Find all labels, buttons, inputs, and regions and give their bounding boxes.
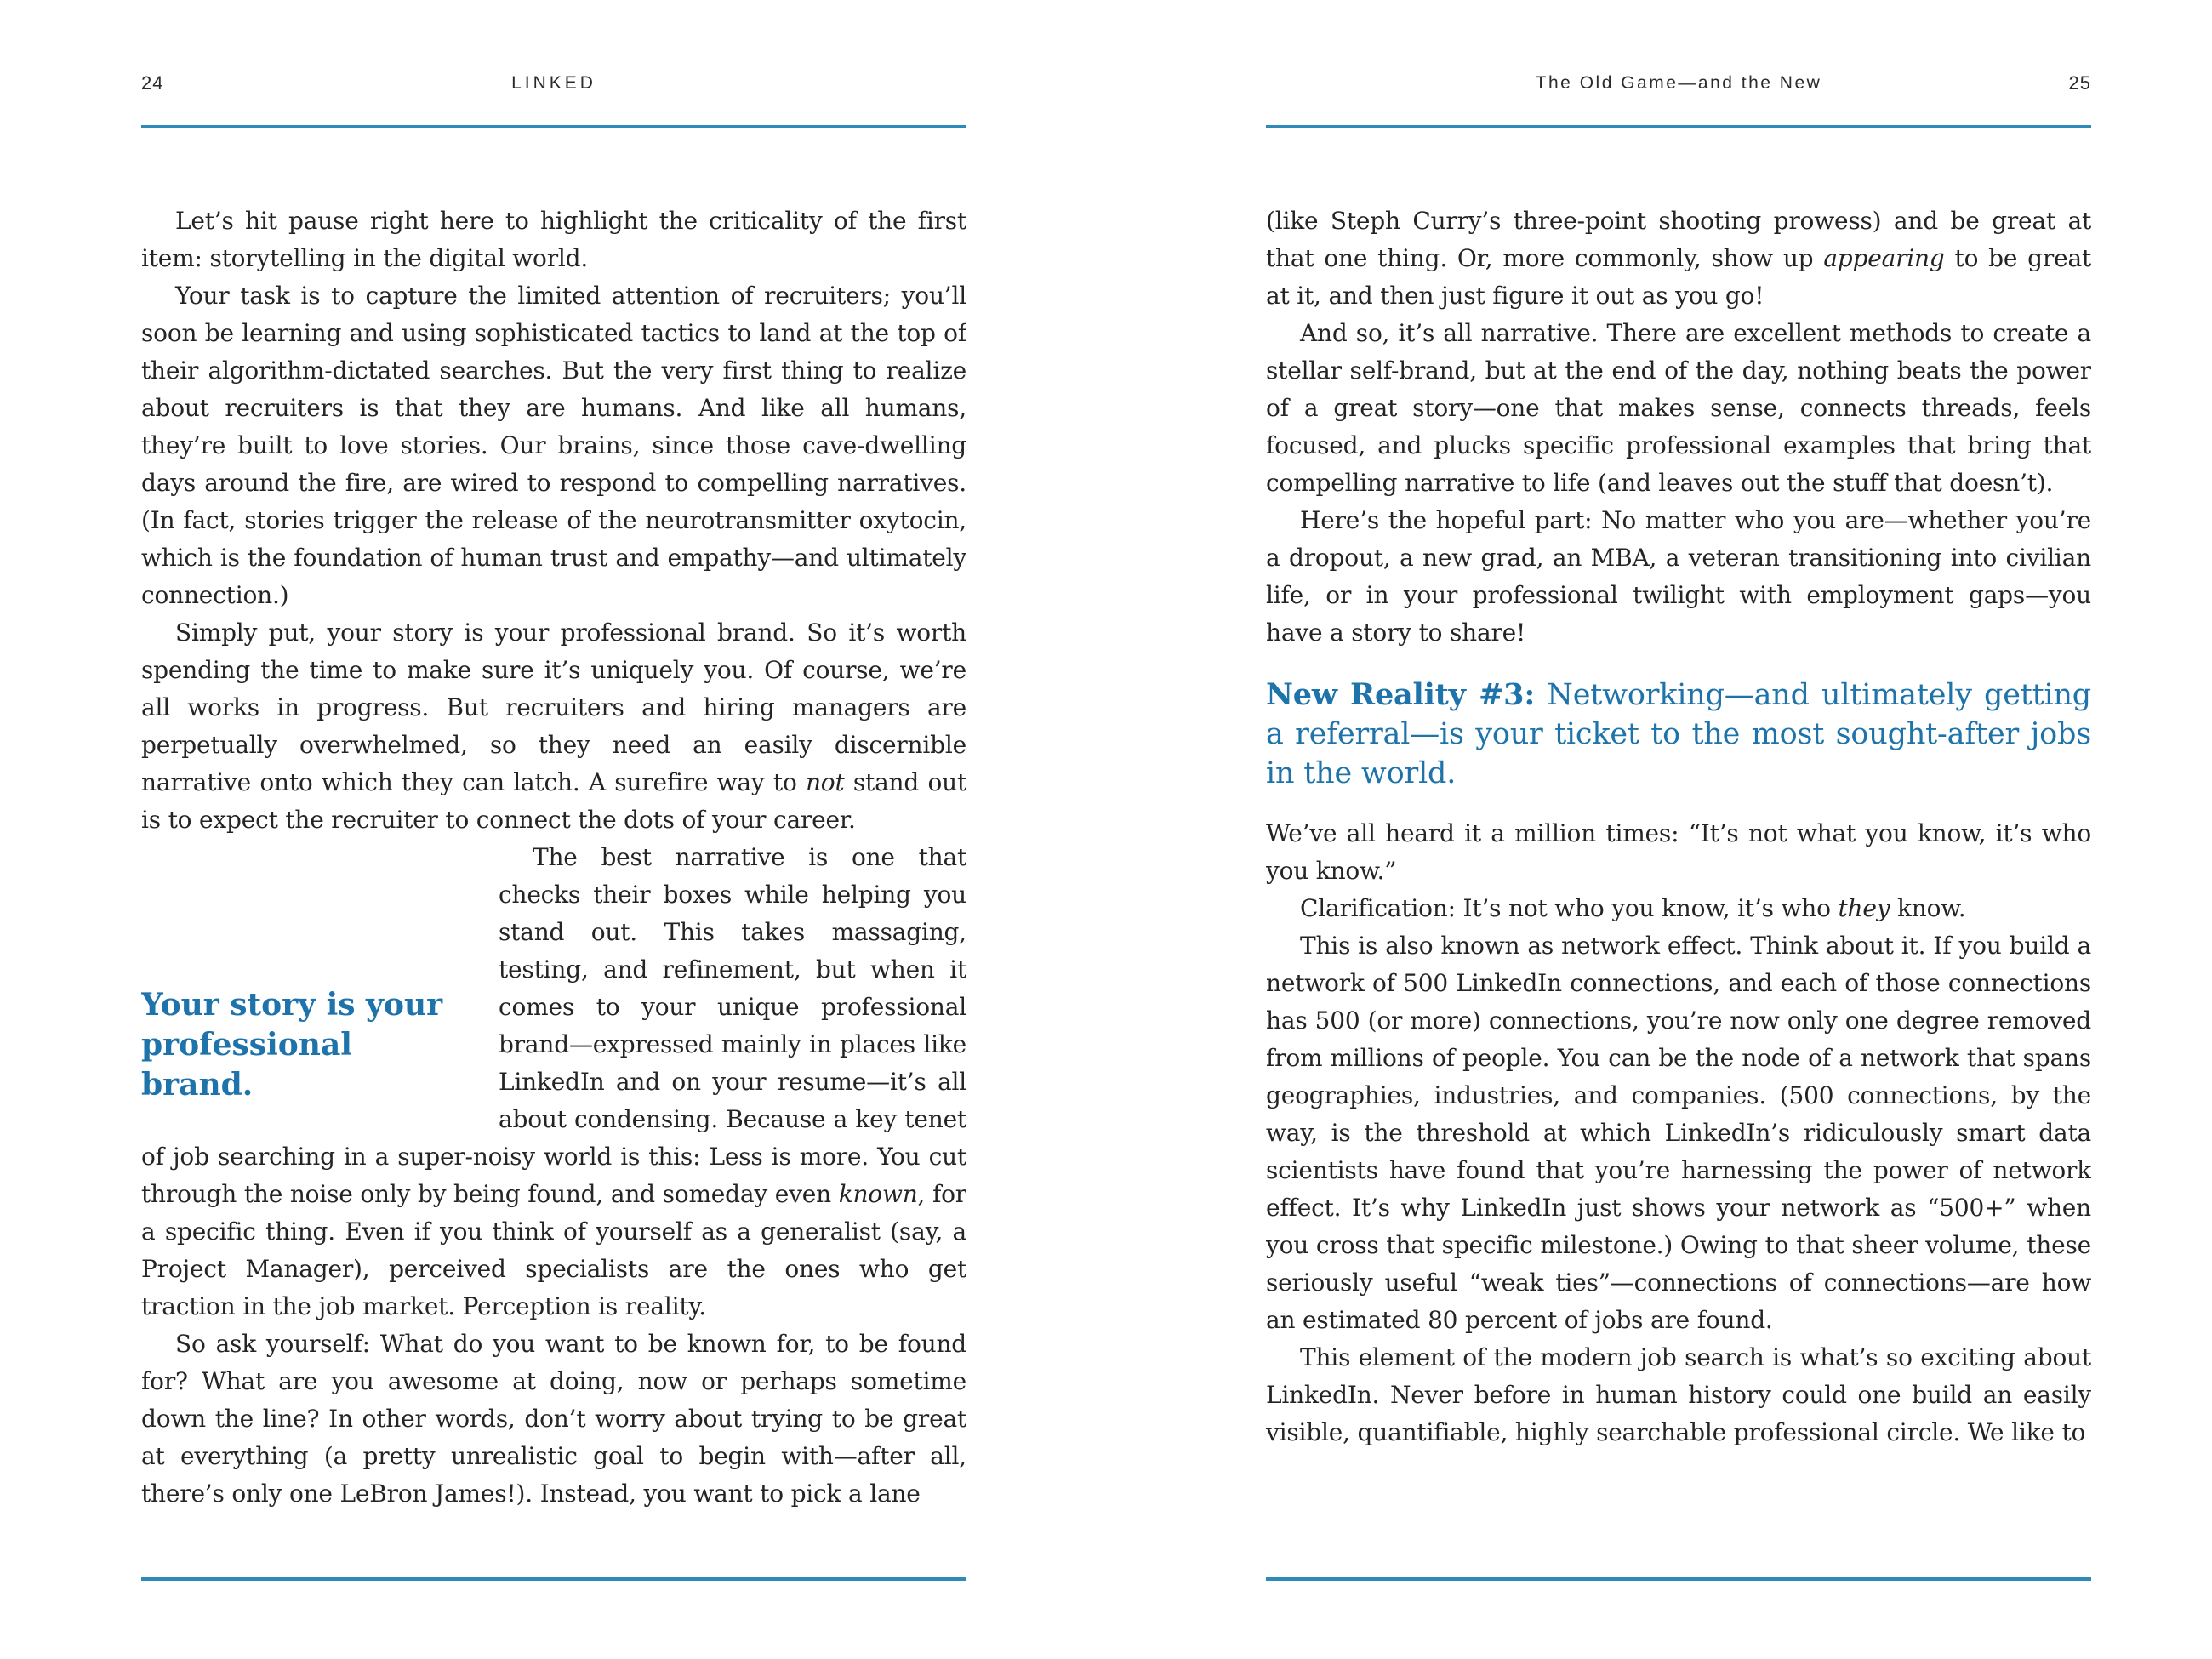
pull-quote-text: Your story is your professional brand.: [141, 986, 443, 1103]
section-heading-lead: New Reality #3:: [1266, 677, 1536, 712]
page-number-left: 24: [141, 72, 164, 94]
page-right: [1266, 0, 2091, 1659]
page-left: [141, 0, 966, 1659]
paragraph-text: The best narrative is one that checks their boxes while helping you stand out. This takes massaging, testing, and refinement, but when it comes to your unique professional brand—expressed mainly in places like LinkedIn and on your resume—it’s all about condensing. Because a key tenet of job searching in a super-noisy world is this: Less is more. You cut through the noise only by being found, and someday even known, for a specific thing. Even if you think of yourself as a generalist (say, a Project Manager), perceived specialists are the ones who get traction in the job market. Perception is reality.: [141, 843, 966, 1320]
running-head-left: LINKED: [511, 73, 596, 93]
paragraph: Clarification: It’s not who you know, it’s who they know.: [1300, 894, 1966, 922]
paragraph: And so, it’s all narrative. There are excellent methods to create a stellar self-brand, but at the end of the day, nothing beats the power of a great story—one that makes sense, connects threads, feels focused, and plucks specific professional examples that bring that compelling narrative to life (and leaves out the stuff that doesn’t).: [1266, 319, 2091, 497]
paragraph: (like Steph Curry’s three-point shooting prowess) and be great at that one thing. Or, more commonly, show up appearing to be great at it, and then just figure it out as you go!: [1266, 207, 2091, 310]
paragraph: We’ve all heard it a million times: “It’s not what you know, it’s who you know.”: [1266, 819, 2091, 885]
paragraph: This element of the modern job search is what’s so exciting about LinkedIn. Never before in human history could one build an easily visible, quantifiable, highly searchable professional circle. We like to: [1266, 1343, 2091, 1446]
paragraph: Your task is to capture the limited attention of recruiters; you’ll soon be learning and using sophisticated tactics to land at the top of their algorithm-dictated searches. But the very first thing to realize about recruiters is that they are humans. And like all humans, they’re built to love stories. Our brains, since those cave-dwelling days around the fire, are wired to respond to compelling narratives. (In fact, stories trigger the release of the neurotransmitter oxytocin, which is the foundation of human trust and empathy—and ultimately connection.): [141, 282, 966, 609]
section-heading-rest: Networking—and ultimately getting a referral—is your ticket to the most sought-after jobs in the world.: [1266, 678, 2091, 790]
paragraph: Here’s the hopeful part: No matter who you are—whether you’re a dropout, a new grad, an MBA, a veteran transitioning into civilian life, or in your professional twilight with employment gaps—you have a story to share!: [1266, 506, 2091, 647]
paragraph: This is also known as network effect. Think about it. If you build a network of 500 LinkedIn connections, and each of those connections has 500 (or more) connections, you’re now only one degree removed from millions of people. You can be the node of a network that spans geographies, industries, and companies. (500 connections, by the way, is the threshold at which LinkedIn’s ridiculously smart data scientists have found that you’re harnessing the power of network effect. It’s why LinkedIn just shows your network as “500+” when you cross that specific milestone.) Owing to that sheer volume, these seriously useful “weak ties”—connections of connections—are how an estimated 80 percent of jobs are found.: [1266, 932, 2091, 1334]
running-head-right: The Old Game—and the New: [1535, 73, 1822, 93]
paragraph-with-pull-quote: [141, 839, 966, 1325]
body-text-right: [1266, 202, 2091, 1577]
page-left-header: [141, 70, 966, 97]
page-right-header: [1266, 70, 2091, 97]
section-heading-new-reality-3: [1266, 676, 2091, 793]
header-rule-left: [141, 125, 966, 128]
body-text-left: [141, 202, 966, 1577]
paragraph: Let’s hit pause right here to highlight the criticality of the first item: storytelling in the digital world.: [141, 207, 966, 272]
footer-rule-right: [1266, 1577, 2091, 1581]
paragraph: Simply put, your story is your professional brand. So it’s worth spending the time to make sure it’s uniquely you. Of course, we’re all works in progress. But recruiters and hiring managers are perpetually overwhelmed, so they need an easily discernible narrative onto which they can latch. A surefire way to not stand out is to expect the recruiter to connect the dots of your career.: [141, 619, 966, 834]
pull-quote-box: [141, 951, 499, 1138]
footer-rule-left: [141, 1577, 966, 1581]
header-rule-right: [1266, 125, 2091, 128]
page-number-right: 25: [2068, 72, 2091, 94]
paragraph: So ask yourself: What do you want to be known for, to be found for? What are you awesome at doing, now or perhaps sometime down the line? In other words, don’t worry about trying to be great at everything (a pretty unrealistic goal to begin with—after all, there’s only one LeBron James!). Instead, you want to pick a lane: [141, 1330, 966, 1508]
